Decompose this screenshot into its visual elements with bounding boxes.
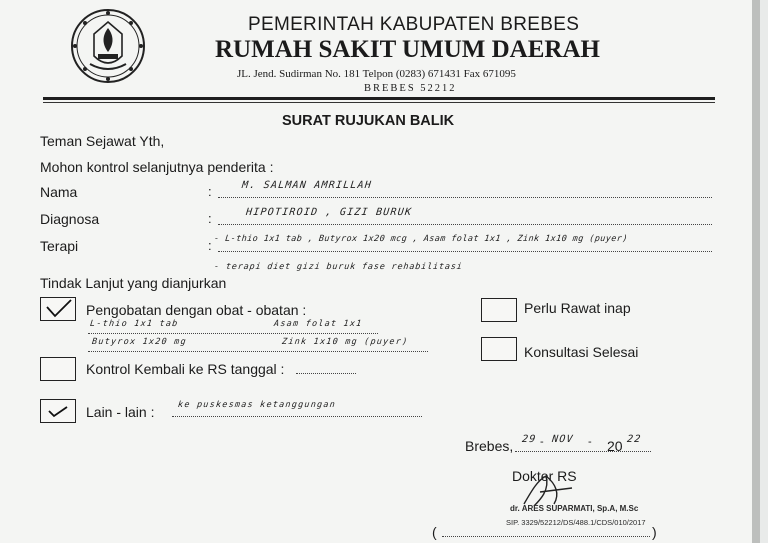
date-separator-2: -: [588, 436, 592, 448]
kontrol-dotted-line: [296, 373, 356, 374]
konsultasi-selesai-checkbox[interactable]: [481, 337, 517, 361]
date-year-suffix: 22: [626, 434, 643, 445]
date-dotted-line: [515, 451, 651, 452]
rawat-inap-label: Perlu Rawat inap: [524, 300, 631, 316]
kontrol-checkbox[interactable]: [40, 357, 76, 381]
diagnosa-dotted-line: [218, 224, 712, 225]
diagnosa-colon: :: [208, 211, 212, 226]
checkmark-icon: [41, 298, 75, 320]
obat-dotted-line-1: [88, 333, 378, 334]
kontrol-label: Kontrol Kembali ke RS tanggal :: [86, 361, 285, 377]
header-rule-thin: [43, 102, 715, 103]
place-label: Brebes,: [465, 438, 514, 454]
rawat-inap-checkbox[interactable]: [481, 298, 517, 322]
terapi-value-line2: - terapi diet gizi buruk fase rehabilitasi: [213, 262, 464, 272]
doctor-title: Dokter RS: [512, 468, 577, 484]
nama-value: M. SALMAN AMRILLAH: [241, 180, 373, 191]
government-heading: PEMERINTAH KABUPATEN BREBES: [248, 14, 580, 35]
terapi-label: Terapi: [40, 238, 79, 254]
date-month: NOV: [551, 434, 575, 445]
nama-colon: :: [208, 184, 212, 199]
terapi-value-line1: - L-thio 1x1 tab , Butyrox 1x20 mcg , Asam folat 1x1 , Zink 1x10 mg (puyer): [213, 234, 629, 244]
lain-lain-dotted-line: [172, 416, 422, 417]
regency-emblem-logo: [70, 8, 146, 84]
lain-lain-value: ke puskesmas ketanggungan: [177, 400, 337, 410]
date-separator-1: -: [540, 436, 544, 448]
obat-line2-left: Butyrox 1x20 mg: [91, 337, 188, 347]
hospital-address: JL. Jend. Sudirman No. 181 Telpon (0283) 671431 Fax 671095: [237, 68, 516, 80]
scan-edge: [752, 0, 760, 543]
date-year-prefix: 20: [607, 438, 623, 454]
signature-open-paren: (: [432, 524, 437, 540]
tindak-lanjut-label: Tindak Lanjut yang dianjurkan: [40, 275, 227, 291]
request-text: Mohon kontrol selanjutnya penderita :: [40, 159, 274, 175]
checkmark-icon: [41, 400, 75, 422]
signature-close-paren: ): [652, 524, 657, 540]
greeting: Teman Sejawat Yth,: [40, 133, 165, 149]
nama-label: Nama: [40, 184, 78, 200]
lain-lain-label: Lain - lain :: [86, 404, 155, 420]
diagnosa-value: HIPOTIROID , GIZI BURUK: [245, 207, 413, 218]
doctor-stamp-name: dr. ARES SUPARMATI, Sp.A, M.Sc: [510, 504, 639, 513]
obat-line2-right: Zink 1x10 mg (puyer): [281, 337, 409, 347]
obat-line1-right: Asam folat 1x1: [273, 319, 363, 329]
obat-dotted-line-2: [88, 351, 428, 352]
signature-dotted-line: [442, 536, 650, 537]
doctor-stamp-sip: SIP. 3329/52212/DS/488.1/CDS/010/2017: [506, 518, 646, 527]
header-rule-thick: [43, 97, 715, 100]
letter-title: SURAT RUJUKAN BALIK: [282, 113, 455, 129]
hospital-name: RUMAH SAKIT UMUM DAERAH: [215, 36, 600, 63]
hospital-city: BREBES 52212: [364, 83, 457, 94]
pengobatan-label: Pengobatan dengan obat - obatan :: [86, 302, 307, 318]
obat-line1-left: L-thio 1x1 tab: [89, 319, 179, 329]
date-day: 29: [521, 434, 538, 445]
nama-dotted-line: [218, 197, 712, 198]
lain-lain-checkbox[interactable]: [40, 399, 76, 423]
konsultasi-selesai-label: Konsultasi Selesai: [524, 344, 639, 360]
terapi-dotted-line: [218, 251, 712, 252]
terapi-colon: :: [208, 238, 212, 253]
pengobatan-checkbox[interactable]: [40, 297, 76, 321]
diagnosa-label: Diagnosa: [40, 211, 100, 227]
